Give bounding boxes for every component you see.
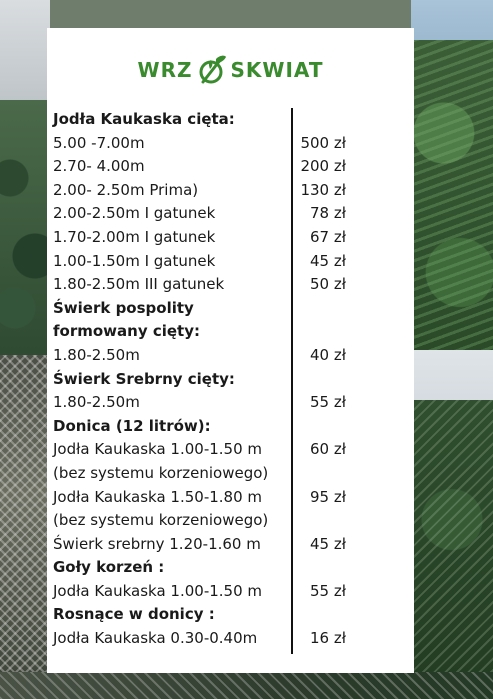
item-label: Świerk srebrny 1.20-1.60 m [53,534,261,553]
section-heading [53,108,408,132]
price-row [53,580,408,604]
price-row [53,533,408,557]
item-label: Donica (12 litrów): [53,416,211,435]
price-row [53,155,408,179]
item-label: Świerk Srebrny cięty: [53,369,235,388]
item-label: 1.80-2.50m III gatunek [53,275,225,294]
price-row [53,179,408,203]
price-row [53,226,408,250]
item-price: 67 zł [310,227,346,246]
item-label: Goły korzeń : [53,558,165,577]
price-row [53,391,408,415]
brand-logo [47,52,414,88]
item-label: 2.00-2.50m I gatunek [53,204,216,223]
item-label: Jodła Kaukaska 0.30-0.40m [53,629,258,648]
item-price: 500 zł [300,133,346,152]
item-label: 1.70-2.00m I gatunek [53,227,216,246]
price-row [53,438,408,462]
fir-trees-left [0,100,50,360]
price-row [53,273,408,297]
price-row [53,486,408,510]
item-price: 130 zł [300,180,346,199]
brand-left-text: WRZ [137,58,193,82]
wheat-leaf-icon [194,53,228,87]
section-heading [53,556,408,580]
item-label: Rosnące w donicy : [53,605,215,624]
item-price: 60 zł [310,440,346,459]
item-label: 2.00- 2.50m Prima) [53,180,199,199]
item-label: Jodła Kaukaska 1.00-1.50 m [53,440,263,459]
item-label: Jodła Kaukaska cięta: [53,110,235,128]
item-label: Świerk pospolity [53,298,194,317]
item-price: 55 zł [310,393,346,412]
section-heading [53,297,408,321]
price-row [53,344,408,368]
fir-trees-right [411,400,493,699]
item-label: 5.00 -7.00m [53,133,145,152]
item-label: 1.80-2.50m [53,393,140,412]
item-price: 16 zł [310,629,346,648]
item-price: 50 zł [310,275,346,294]
section-heading [53,415,408,439]
fir-branch-right [411,40,493,350]
item-label: 2.70- 4.00m [53,157,145,176]
item-label: (bez systemu korzeniowego) [53,463,269,482]
price-list-card [47,28,414,673]
section-heading [53,320,408,344]
item-label: Jodła Kaukaska 1.50-1.80 m [53,487,263,506]
section-heading [53,368,408,392]
item-price: 55 zł [310,581,346,600]
item-price: 40 zł [310,345,346,364]
item-label: formowany cięty: [53,322,200,341]
brand-right-text: SKWIAT [230,58,324,82]
ground-strip [0,672,493,699]
price-row [53,462,408,486]
price-row [53,509,408,533]
item-label: Jodła Kaukaska 1.00-1.50 m [53,581,263,600]
price-row [53,202,408,226]
item-price: 45 zł [310,251,346,270]
item-price: 78 zł [310,204,346,223]
price-row [53,627,408,651]
section-heading [53,603,408,627]
price-list [53,108,408,651]
item-label: (bez systemu korzeniowego) [53,511,269,530]
item-price: 45 zł [310,534,346,553]
item-price: 95 zł [310,487,346,506]
price-row [53,132,408,156]
item-label: 1.80-2.50m [53,345,140,364]
item-price: 200 zł [300,157,346,176]
price-row [53,250,408,274]
netted-trees-left [0,355,50,699]
item-label: 1.00-1.50m I gatunek [53,251,216,270]
